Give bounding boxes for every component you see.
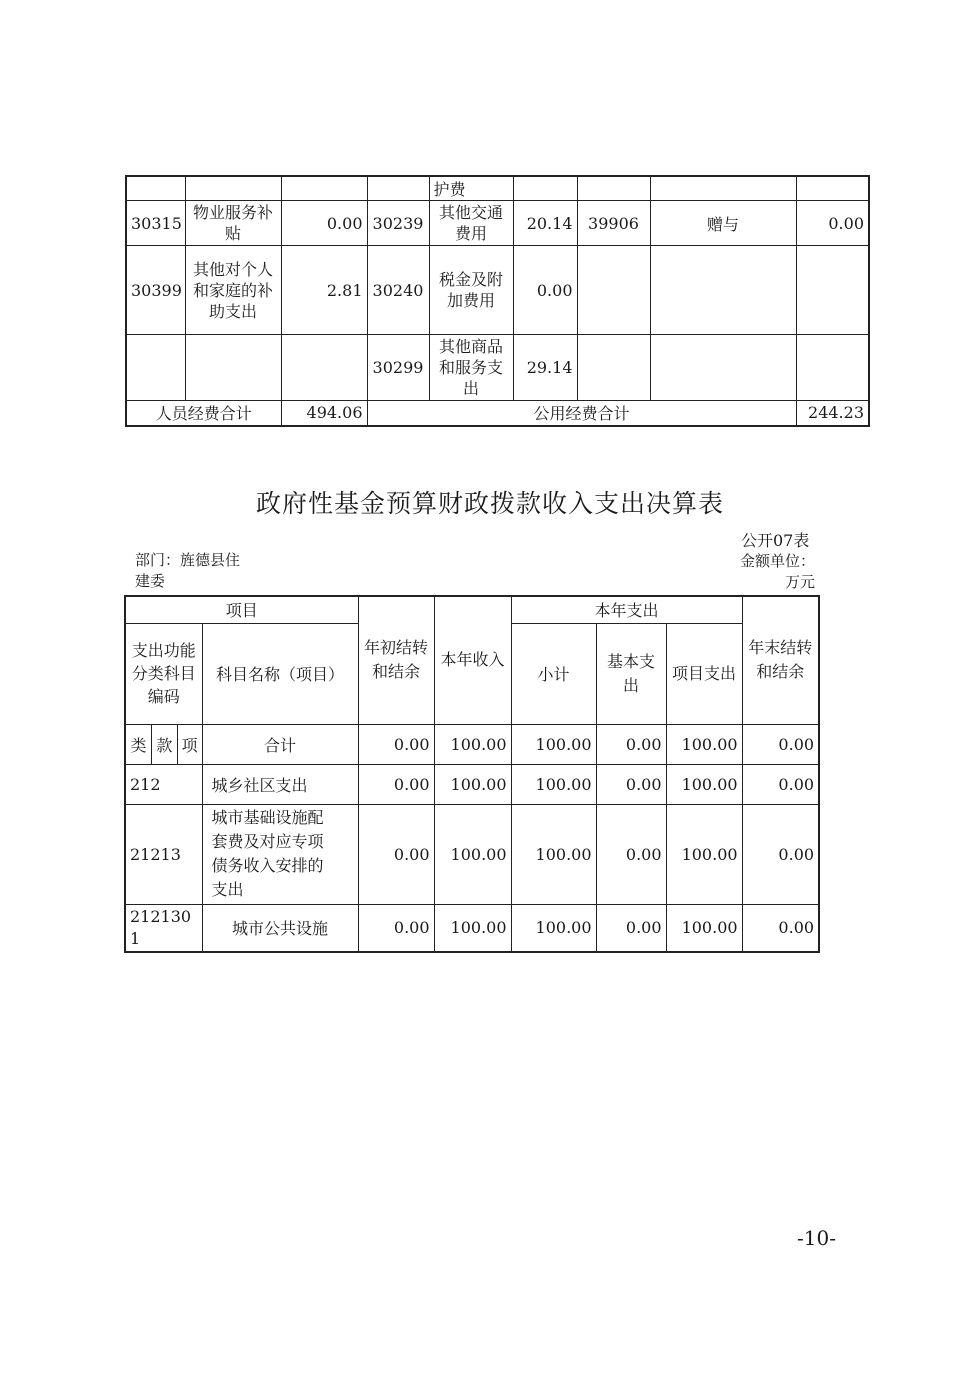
personnel-public-expense-table [125, 175, 870, 427]
public-total-value: 244.23 [796, 401, 869, 426]
name-cell: 合计 [202, 724, 358, 764]
department-label: 部门：旌德县住建委 [135, 551, 241, 590]
project-cell: 100.00 [666, 904, 742, 952]
basic-cell: 0.00 [596, 904, 666, 952]
name-cell: 其他对个人和家庭的补助支出 [185, 246, 281, 335]
name-cell: 物业服务补贴 [185, 201, 281, 246]
page-title: 政府性基金预算财政拨款收入支出决算表 [255, 489, 724, 518]
personnel-total-label: 人员经费合计 [126, 401, 281, 426]
value-cell [796, 246, 869, 335]
subtotal-header: 小计 [511, 623, 596, 724]
begin-cell: 0.00 [358, 764, 434, 804]
name-cell [650, 176, 796, 201]
subtotal-cell: 100.00 [511, 804, 596, 904]
value-cell [513, 176, 577, 201]
begin-balance-header: 年初结转和结余 [358, 596, 434, 724]
subject-name-header: 科目名称（项目） [202, 623, 358, 724]
name-cell [650, 335, 796, 401]
name-cell: 护费 [429, 176, 513, 201]
code-cell: 30299 [367, 335, 429, 401]
code-cell: 212 [125, 764, 202, 804]
code-cell: 2121301 [125, 904, 202, 952]
name-cell: 赠与 [650, 201, 796, 246]
lei-header: 类 [126, 725, 151, 764]
name-cell: 税金及附加费用 [429, 246, 513, 335]
form-number: 公开07表 [741, 531, 810, 550]
public-total-label: 公用经费合计 [367, 401, 796, 426]
code-cell: 39906 [577, 201, 650, 246]
end-cell: 0.00 [742, 724, 819, 764]
begin-cell: 0.00 [358, 724, 434, 764]
totals-row [126, 401, 869, 426]
table-row [126, 176, 869, 201]
code-cell: 30240 [367, 246, 429, 335]
value-cell [796, 335, 869, 401]
value-cell [281, 335, 367, 401]
subtotal-cell: 100.00 [511, 904, 596, 952]
header-row [125, 596, 819, 623]
table-row [125, 904, 819, 952]
page-number: -10- [797, 1226, 836, 1250]
code-cell: 30239 [367, 201, 429, 246]
code-cell [126, 176, 185, 201]
table-row [126, 246, 869, 335]
code-cell: 30399 [126, 246, 185, 335]
value-cell: 0.00 [796, 201, 869, 246]
value-cell: 0.00 [513, 246, 577, 335]
table-row [125, 804, 819, 904]
basic-cell: 0.00 [596, 724, 666, 764]
income-header: 本年收入 [434, 596, 511, 724]
function-code-header: 支出功能分类科目编码 [125, 623, 202, 724]
income-cell: 100.00 [434, 764, 511, 804]
name-cell [650, 246, 796, 335]
expenditure-header: 本年支出 [511, 596, 742, 623]
basic-cell: 0.00 [596, 804, 666, 904]
table-row [126, 335, 869, 401]
value-cell [281, 176, 367, 201]
end-cell: 0.00 [742, 804, 819, 904]
project-cell: 100.00 [666, 724, 742, 764]
begin-cell: 0.00 [358, 804, 434, 904]
code-cell [577, 335, 650, 401]
code-cell [577, 176, 650, 201]
basic-cell: 0.00 [596, 764, 666, 804]
value-cell: 2.81 [281, 246, 367, 335]
subtotal-cell: 100.00 [511, 764, 596, 804]
code-cell [367, 176, 429, 201]
income-cell: 100.00 [434, 804, 511, 904]
value-cell [796, 176, 869, 201]
name-cell: 城乡社区支出 [202, 764, 358, 804]
government-fund-budget-table [124, 595, 820, 953]
code-cell: 30315 [126, 201, 185, 246]
project-header: 项目 [125, 596, 358, 623]
name-cell: 城市公共设施 [202, 904, 358, 952]
begin-cell: 0.00 [358, 904, 434, 952]
end-cell: 0.00 [742, 904, 819, 952]
value-cell: 20.14 [513, 201, 577, 246]
xiang-header: 项 [181, 735, 198, 755]
project-cell: 100.00 [666, 764, 742, 804]
name-cell: 城市基础设施配套费及对应专项债务收入安排的支出 [202, 804, 358, 904]
value-cell: 29.14 [513, 335, 577, 401]
name-cell: 其他交通费用 [429, 201, 513, 246]
code-cell: 21213 [125, 804, 202, 904]
category-sub-header [125, 724, 202, 764]
amount-unit-label: 金额单位：万元 [739, 552, 815, 591]
end-balance-header: 年末结转和结余 [742, 596, 819, 724]
subtotal-cell: 100.00 [511, 724, 596, 764]
end-cell: 0.00 [742, 764, 819, 804]
table-row [125, 764, 819, 804]
income-cell: 100.00 [434, 724, 511, 764]
code-cell [126, 335, 185, 401]
code-cell [577, 246, 650, 335]
project-expenditure-header: 项目支出 [666, 623, 742, 724]
income-cell: 100.00 [434, 904, 511, 952]
personnel-total-value: 494.06 [281, 401, 367, 426]
project-cell: 100.00 [666, 804, 742, 904]
total-row [125, 724, 819, 764]
name-cell [185, 176, 281, 201]
name-cell: 其他商品和服务支出 [429, 335, 513, 401]
basic-expenditure-header: 基本支出 [596, 623, 666, 724]
name-cell [185, 335, 281, 401]
kuan-header: 款 [151, 725, 177, 764]
table-row [126, 201, 869, 246]
value-cell: 0.00 [281, 201, 367, 246]
